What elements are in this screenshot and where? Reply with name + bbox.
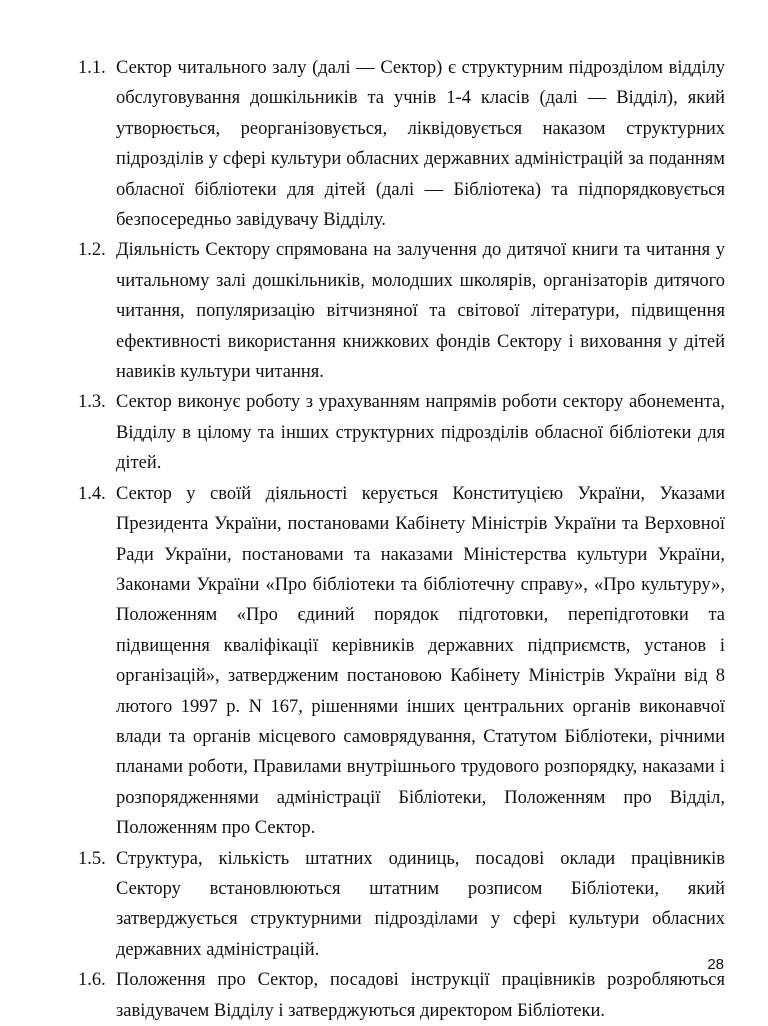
paragraph-number: 1.5. [78,848,106,869]
paragraph-text: Структура, кількість штатних одиниць, посадові оклади працівників Сектору встановлюються штатним розписом Бібліотеки, який затверджується структурними підрозділами у сфері культури обласних державних адміністрацій. [116,848,725,960]
paragraph-text: Положення про Сектор, посадові інструкції працівників розробляються завідувачем Відділу і затверджуються директором Бібліотеки. [116,970,725,1021]
paragraph-1-2 [78,235,725,387]
paragraph-1-5 [78,844,725,966]
paragraph-1-6 [78,965,725,1026]
paragraph-number: 1.1. [78,58,106,78]
paragraph-number: 1.3. [78,392,106,413]
paragraph-1-1 [78,53,725,235]
paragraph-number: 1.6. [78,970,106,991]
paragraph-1-4 [78,479,725,844]
paragraph-text: Сектор виконує роботу з урахуванням напрямів роботи сектору абонемента, Відділу в цілому та інших структурних підрозділів обласної бібліотеки для дітей. [116,392,725,474]
page-number: 28 [707,956,724,973]
paragraph-text: Сектор у своїй діяльності керується Конституцією України, Указами Президента України, постановами Кабінету Міністрів України та Верховної Ради України, постановами та наказами Міністерства культури України, Законами України «Про бібліотеки та бібліотечну справу», «Про культуру», Положенням «Про єдиний порядок підготовки, перепідготовки та підвищення кваліфікації керівників державних підприємств, установ і організацій», затвердженим постановою Кабінету Міністрів України від 8 лютого 1997 р. N 167, рішеннями інших центральних органів виконавчої влади та органів місцевого самоврядування, Статутом Бібліотеки, річними планами роботи, Правилами внутрішнього трудового розпорядку, наказами і розпорядженнями адміністрації Бібліотеки, Положенням про Відділ, Положенням про Сектор. [116,483,725,839]
paragraph-number: 1.4. [78,483,106,504]
paragraph-text: Сектор читального залу (далі — Сектор) є структурним підрозділом відділу обслуговування дошкільників та учнів 1-4 класів (далі — Відділ), який утворюється, реорганізовується, ліквідовується наказом структурних підрозділів у сфері культури обласних державних адміністрацій за поданням обласної бібліотеки для дітей (далі — Бібліотека) та підпорядковується безпосередньо завідувачу Відділу. [116,58,725,231]
paragraph-number: 1.2. [78,240,106,261]
paragraph-text: Діяльність Сектору спрямована на залучення до дитячої книги та читання у читальному залі дошкільників, молодших школярів, організаторів дитячого читання, популяризацію вітчизняної та світової літератури, підвищення ефективності використання книжкових фондів Сектору і виховання у дітей навиків культури читання. [116,240,725,383]
numbered-paragraph-list [78,53,725,1026]
paragraph-1-3 [78,387,725,478]
